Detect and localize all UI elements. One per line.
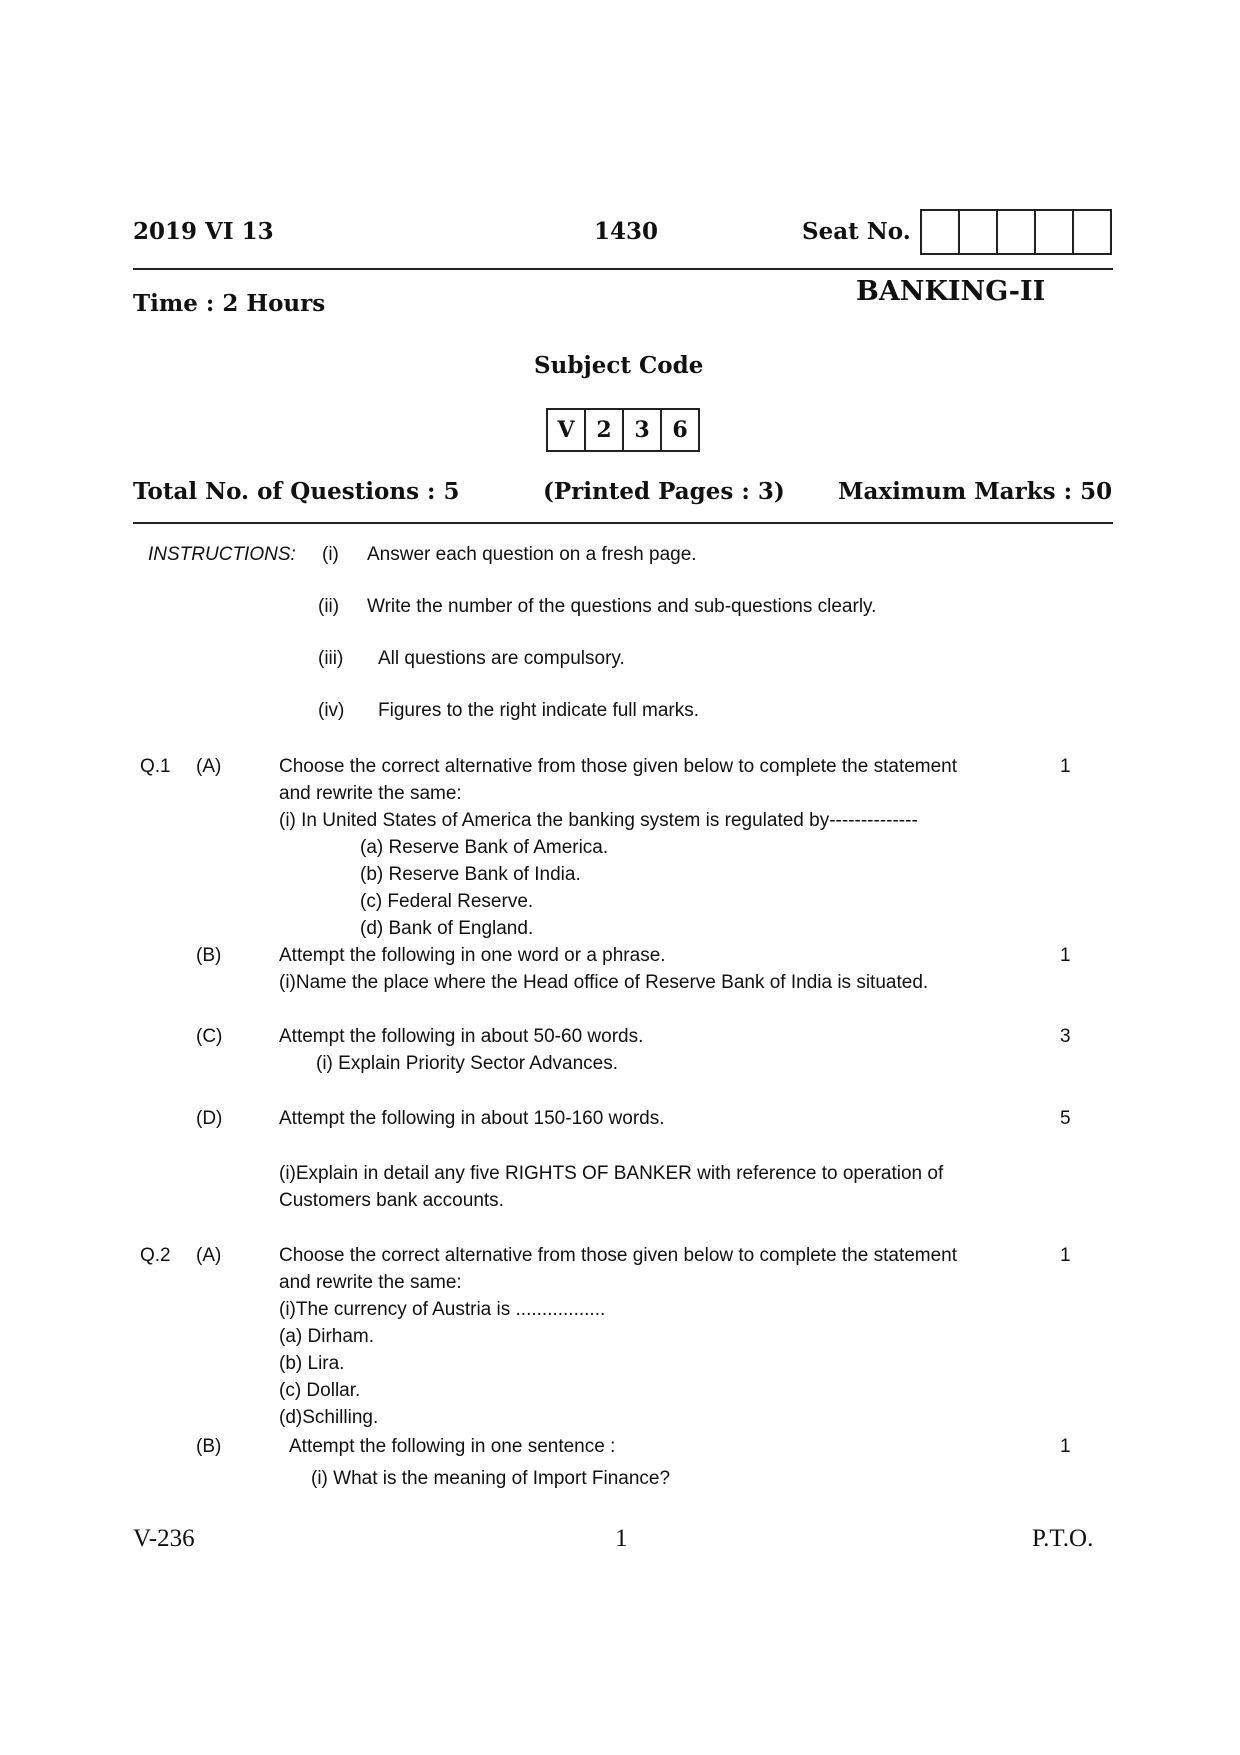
seat-number-boxes <box>922 209 1112 255</box>
instructions-label: INSTRUCTIONS: <box>148 544 296 565</box>
question-text: and rewrite the same: <box>279 783 462 804</box>
question-text: Attempt the following in about 50-60 words. <box>279 1026 644 1047</box>
sub-question-label: (A) <box>196 1245 222 1266</box>
exam-code: 2019 VI 13 <box>133 218 274 245</box>
question-number: Q.2 <box>140 1245 171 1266</box>
question-text: (i) What is the meaning of Import Finance? <box>311 1468 671 1489</box>
header-bottom-divider <box>133 522 1113 524</box>
subject-code-char: 3 <box>622 408 662 452</box>
subject-title: BANKING-II <box>856 276 1046 307</box>
question-number: Q.1 <box>140 756 171 777</box>
option-item: (d) Bank of England. <box>360 918 534 939</box>
header-divider <box>133 268 1113 270</box>
question-text: (i)Explain in detail any five RIGHTS OF BANKER with reference to operation of <box>279 1163 944 1184</box>
instruction-number: (ii) <box>318 596 340 617</box>
question-text: Choose the correct alternative from those given below to complete the statement <box>279 1245 958 1266</box>
paper-number: 1430 <box>594 218 659 245</box>
seat-box <box>958 209 998 255</box>
question-text: (i)Name the place where the Head office of Reserve Bank of India is situated. <box>279 972 929 993</box>
option-item: (c) Dollar. <box>279 1380 361 1401</box>
seat-box <box>920 209 960 255</box>
question-marks: 5 <box>1060 1108 1071 1129</box>
sub-question-label: (A) <box>196 756 222 777</box>
question-text: Customers bank accounts. <box>279 1190 504 1211</box>
subject-code-char: V <box>546 408 586 452</box>
instruction-text: Write the number of the questions and sub-questions clearly. <box>367 596 877 617</box>
page-number: 1 <box>615 1525 628 1552</box>
option-item: (b) Lira. <box>279 1353 345 1374</box>
instruction-number: (iv) <box>318 700 345 721</box>
sub-question-label: (D) <box>196 1108 223 1129</box>
sub-question-label: (B) <box>196 945 222 966</box>
sub-question-label: (B) <box>196 1436 222 1457</box>
maximum-marks: Maximum Marks : 50 <box>838 478 1113 505</box>
option-item: (b) Reserve Bank of India. <box>360 864 581 885</box>
question-text: (i) Explain Priority Sector Advances. <box>316 1053 619 1074</box>
instruction-number: (iii) <box>318 648 344 669</box>
footer-paper-ref: V-236 <box>133 1525 195 1552</box>
instruction-text: All questions are compulsory. <box>378 648 625 669</box>
instruction-text: Answer each question on a fresh page. <box>367 544 697 565</box>
option-item: (c) Federal Reserve. <box>360 891 534 912</box>
total-questions: Total No. of Questions : 5 <box>133 478 460 505</box>
question-text: (i) In United States of America the banking system is regulated by-------------- <box>279 810 918 831</box>
question-marks: 3 <box>1060 1026 1071 1047</box>
seat-box <box>1072 209 1112 255</box>
instruction-number: (i) <box>322 544 339 565</box>
subject-code-label: Subject Code <box>534 352 704 379</box>
time-allowed: Time : 2 Hours <box>133 290 326 317</box>
question-marks: 1 <box>1060 1436 1071 1457</box>
question-marks: 1 <box>1060 1245 1071 1266</box>
seat-box <box>1034 209 1074 255</box>
option-item: (a) Reserve Bank of America. <box>360 837 609 858</box>
question-marks: 1 <box>1060 756 1071 777</box>
subject-code-char: 2 <box>584 408 624 452</box>
sub-question-label: (C) <box>196 1026 223 1047</box>
option-item: (a) Dirham. <box>279 1326 375 1347</box>
printed-pages: (Printed Pages : 3) <box>543 478 785 505</box>
seat-label: Seat No. <box>802 218 911 245</box>
please-turn-over: P.T.O. <box>1032 1525 1094 1552</box>
question-text: Attempt the following in one word or a phrase. <box>279 945 666 966</box>
question-text: Attempt the following in about 150-160 words. <box>279 1108 665 1129</box>
question-text: Attempt the following in one sentence : <box>289 1436 616 1457</box>
instruction-text: Figures to the right indicate full marks. <box>378 700 700 721</box>
subject-code-char: 6 <box>660 408 700 452</box>
question-text: Choose the correct alternative from those given below to complete the statement <box>279 756 958 777</box>
seat-box <box>996 209 1036 255</box>
question-text: and rewrite the same: <box>279 1272 462 1293</box>
question-marks: 1 <box>1060 945 1071 966</box>
question-text: (i)The currency of Austria is ................. <box>279 1299 606 1320</box>
subject-code-boxes <box>548 408 700 452</box>
option-item: (d)Schilling. <box>279 1407 379 1428</box>
